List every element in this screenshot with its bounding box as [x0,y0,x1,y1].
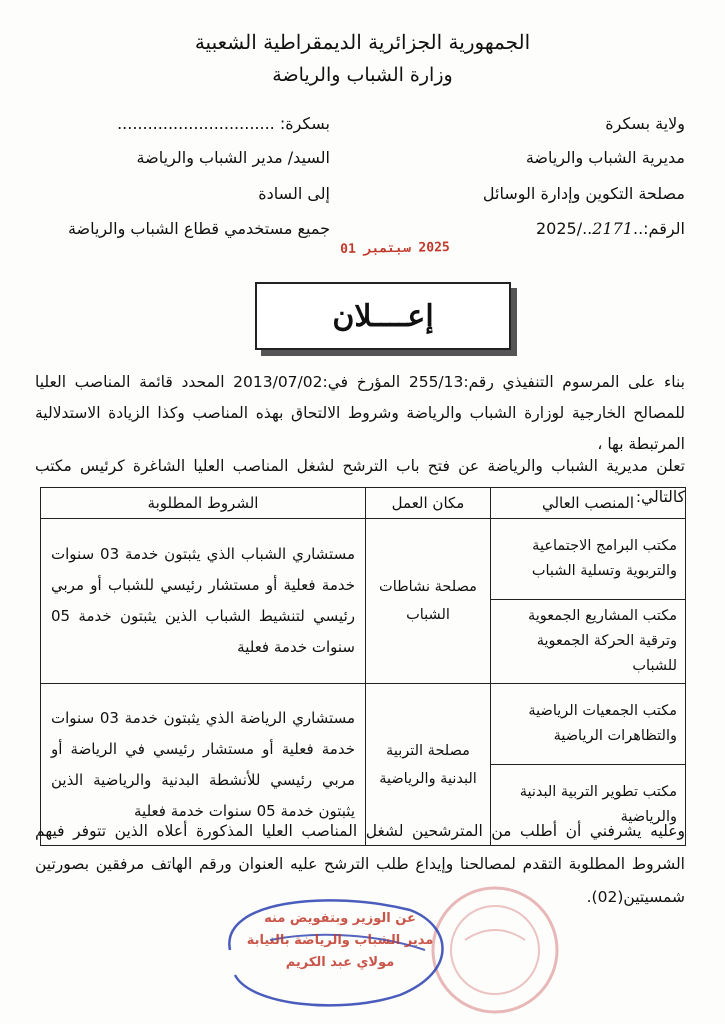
reference-number: الرقم:..2171../2025 [535,219,685,238]
reference-label: الرقم: [643,219,685,238]
signature-line: مولاي عبد الكريم [285,955,395,970]
table-row [41,684,686,765]
post-cell: مكتب المشاريع الجمعوية وترقية الحركة الجمعوية للشباب [491,600,686,684]
closing-paragraph: وعليه يشرفني أن أطلب من المترشحين لشغل المناصب العليا المذكورة أعلاه الذين تتوفر فيهم الشروط المطلوبة التقدم لمصالحنا وإيداع طلب الترشح عليه العنوان ورقم الهاتف مرفقين بصورتين شمسيتين(02). [35,822,685,906]
header-post: المنصب العالي [491,488,686,519]
recipient-staff: جميع مستخدمي قطاع الشباب والرياضة [67,219,330,238]
positions-table [40,487,686,846]
reference-year: /2025 [535,219,583,238]
ministry-title: وزارة الشباب والرياضة [272,64,453,86]
table-header-row [41,488,686,519]
service-label: مصلحة التكوين وإدارة الوسائل [482,184,685,203]
directorate-label: مديرية الشباب والرياضة [525,148,685,167]
workplace-cell: مصلحة نشاطات الشباب [366,519,491,684]
announcement-paragraph: تعلن مديرية الشباب والرياضة عن فتح باب الترشح لشغل المناصب العليا الشاغرة كرئيس مكتب كالتالي: [35,457,685,506]
post-cell: مكتب البرامج الاجتماعية والتربوية وتسلية الشباب [491,519,686,600]
post-cell: مكتب تطوير التربية البدنية والرياضية [491,765,686,846]
header-workplace: مكان العمل [366,488,491,519]
post-cell: مكتب الجمعيات الرياضية والتظاهرات الرياضية [491,684,686,765]
intro-paragraph: بناء على المرسوم التنفيذي رقم:255/13 المؤرخ في:2013/07/02 المحدد قائمة المناصب العليا للمصالح الخارجية لوزارة الشباب والرياضة وشروط الالتحاق بهذه المناصب وكذا الزيادة الاستدلالية المرتبطة بها ، [35,373,685,453]
wilaya-label: ولاية بسكرة [605,114,685,133]
conditions-cell: مستشاري الشباب الذي يثبتون خدمة 03 سنوات خدمة فعلية أو مستشار رئيسي للشباب أو مربي رئيسي لتنشيط الشباب الذين يثبتون خدمة 05 سنوات خدمة فعلية [41,519,366,684]
signature-stamp [240,908,440,974]
table-row [41,519,686,600]
signature-line: مدير الشباب والرياضة بالنيابة [246,933,434,948]
republic-title: الجمهورية الجزائرية الديمقراطية الشعبية [194,30,531,54]
reference-number-value: 2171 [592,219,633,238]
announcement-title: إعــــلان [255,282,511,350]
recipient-person: السيد/ مدير الشباب والرياضة [136,148,330,167]
signature-line: عن الوزير وبتفويض منه [264,911,416,926]
place-date-field: بسكرة: ............................... [117,114,330,133]
conditions-cell: مستشاري الرياضة الذي يثبتون خدمة 03 سنوات خدمة فعلية أو مستشار رئيسي في الرياضة أو مربي رئيسي للأنشطة البدنية والرياضية الذين يثبتون خدمة 05 سنوات خدمة فعلية [41,684,366,846]
workplace-cell: مصلحة التربية البدنية والرياضية [366,684,491,846]
recipient-gentlemen: إلى السادة [258,184,330,203]
signature-area [210,880,570,1020]
header-conditions: الشروط المطلوبة [41,488,366,519]
date-stamp: 2025 سبتمبر 01 [340,239,450,257]
